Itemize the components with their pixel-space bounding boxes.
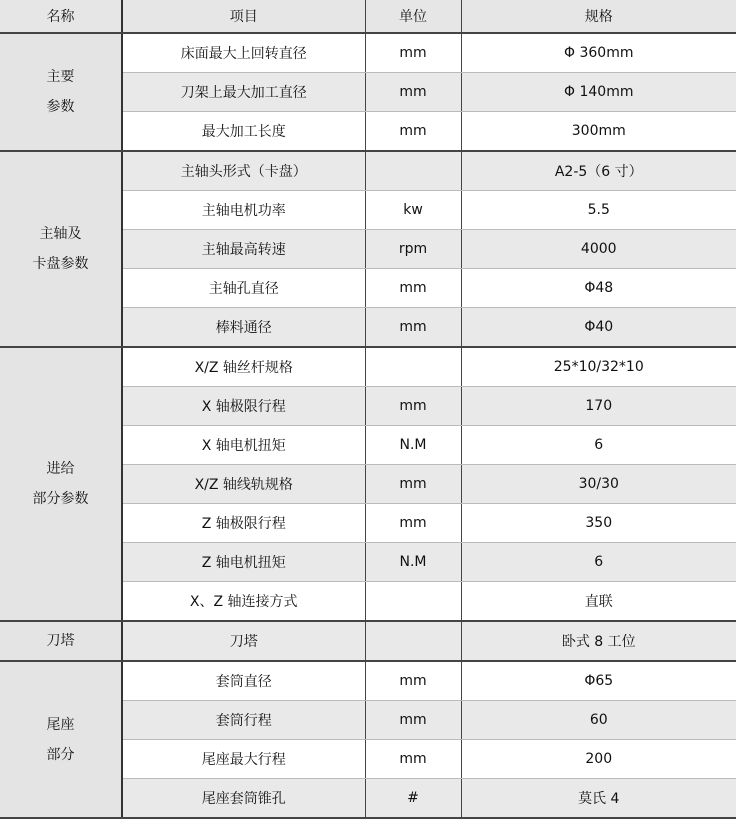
unit-cell: mm: [365, 504, 461, 543]
header-item: 项目: [122, 0, 365, 33]
spec-cell: 6: [461, 543, 736, 582]
header-unit: 单位: [365, 0, 461, 33]
spec-cell: 300mm: [461, 112, 736, 152]
item-cell: Z 轴电机扭矩: [122, 543, 365, 582]
group-name-cell: 主轴及 卡盘参数: [0, 151, 122, 347]
item-cell: X 轴极限行程: [122, 387, 365, 426]
item-cell: 刀架上最大加工直径: [122, 73, 365, 112]
table-row: [0, 347, 736, 387]
unit-cell: mm: [365, 73, 461, 112]
spec-cell: 60: [461, 701, 736, 740]
unit-cell: mm: [365, 308, 461, 348]
table-row: [0, 621, 736, 661]
item-cell: 主轴电机功率: [122, 191, 365, 230]
unit-cell: rpm: [365, 230, 461, 269]
spec-cell: Φ48: [461, 269, 736, 308]
spec-cell: 170: [461, 387, 736, 426]
spec-cell: 350: [461, 504, 736, 543]
unit-cell: mm: [365, 465, 461, 504]
item-cell: 套筒行程: [122, 701, 365, 740]
item-cell: 床面最大上回转直径: [122, 33, 365, 73]
item-cell: 刀塔: [122, 621, 365, 661]
header-spec: 规格: [461, 0, 736, 33]
unit-cell: [365, 347, 461, 387]
spec-cell: Φ 140mm: [461, 73, 736, 112]
table-row: [0, 33, 736, 73]
group-name-cell: 刀塔: [0, 621, 122, 661]
group-name-cell: 主要 参数: [0, 33, 122, 151]
unit-cell: mm: [365, 112, 461, 152]
group-name-cell: 尾座 部分: [0, 661, 122, 818]
unit-cell: mm: [365, 740, 461, 779]
table-row: [0, 661, 736, 701]
spec-cell: Φ65: [461, 661, 736, 701]
item-cell: 套筒直径: [122, 661, 365, 701]
item-cell: X、Z 轴连接方式: [122, 582, 365, 622]
unit-cell: mm: [365, 661, 461, 701]
unit-cell: N.M: [365, 543, 461, 582]
spec-cell: Φ40: [461, 308, 736, 348]
unit-cell: mm: [365, 33, 461, 73]
table-header-row: [0, 0, 736, 33]
spec-cell: 直联: [461, 582, 736, 622]
spec-cell: 莫氏 4: [461, 779, 736, 819]
unit-cell: #: [365, 779, 461, 819]
spec-cell: 4000: [461, 230, 736, 269]
unit-cell: mm: [365, 701, 461, 740]
spec-cell: A2-5（6 寸）: [461, 151, 736, 191]
unit-cell: mm: [365, 269, 461, 308]
item-cell: X/Z 轴丝杆规格: [122, 347, 365, 387]
item-cell: 棒料通径: [122, 308, 365, 348]
item-cell: 尾座最大行程: [122, 740, 365, 779]
item-cell: 尾座套筒锥孔: [122, 779, 365, 819]
table-body: [0, 33, 736, 818]
unit-cell: [365, 621, 461, 661]
unit-cell: N.M: [365, 426, 461, 465]
spec-cell: 5.5: [461, 191, 736, 230]
spec-cell: Φ 360mm: [461, 33, 736, 73]
item-cell: X 轴电机扭矩: [122, 426, 365, 465]
spec-cell: 6: [461, 426, 736, 465]
table-row: [0, 151, 736, 191]
item-cell: 主轴头形式（卡盘）: [122, 151, 365, 191]
spec-cell: 30/30: [461, 465, 736, 504]
item-cell: 主轴孔直径: [122, 269, 365, 308]
header-name: 名称: [0, 0, 122, 33]
unit-cell: [365, 582, 461, 622]
spec-cell: 200: [461, 740, 736, 779]
unit-cell: [365, 151, 461, 191]
spec-cell: 25*10/32*10: [461, 347, 736, 387]
item-cell: 最大加工长度: [122, 112, 365, 152]
spec-cell: 卧式 8 工位: [461, 621, 736, 661]
item-cell: Z 轴极限行程: [122, 504, 365, 543]
item-cell: 主轴最高转速: [122, 230, 365, 269]
unit-cell: kw: [365, 191, 461, 230]
item-cell: X/Z 轴线轨规格: [122, 465, 365, 504]
unit-cell: mm: [365, 387, 461, 426]
group-name-cell: 进给 部分参数: [0, 347, 122, 621]
